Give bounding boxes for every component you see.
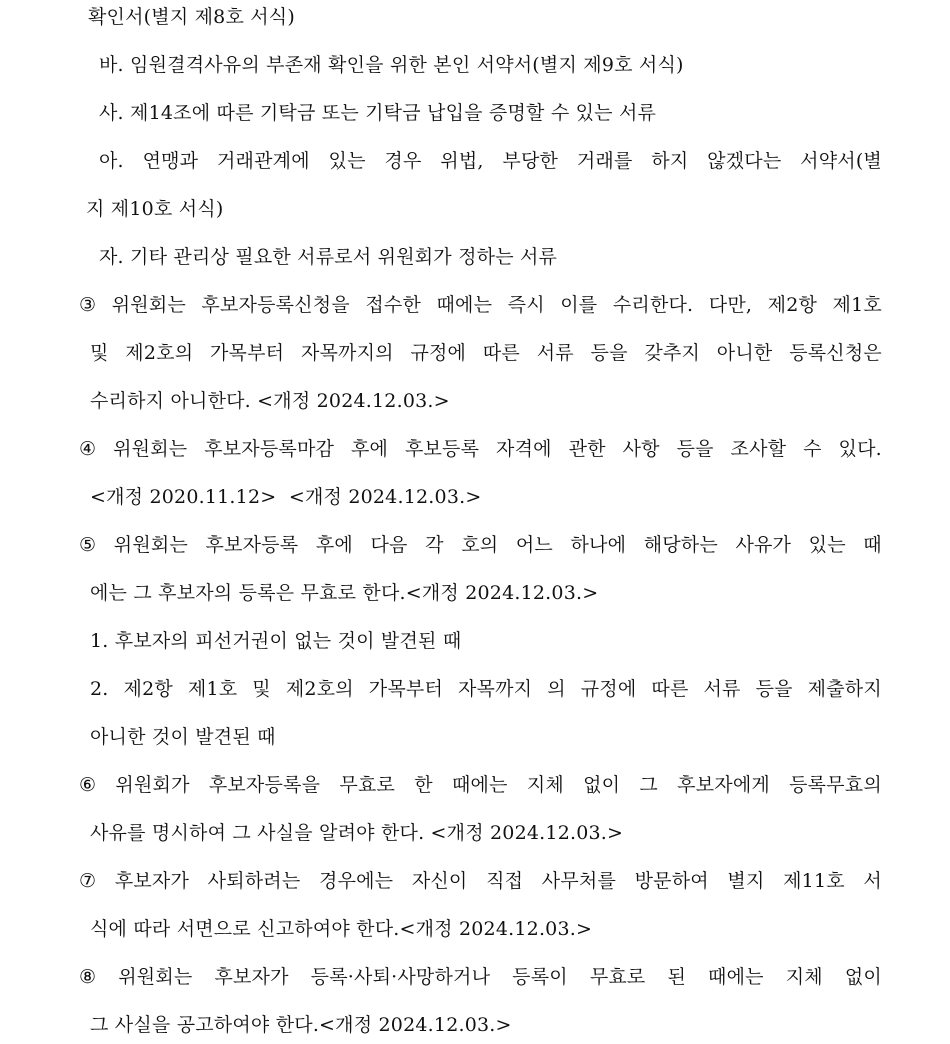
text-line: 아니한 것이 발견된 때 (90, 726, 276, 748)
word: 등록·사퇴·사망하거나 (310, 966, 491, 988)
word: 따른 (482, 342, 520, 364)
word: 없이 (844, 966, 882, 988)
text-line: 식에 따라 서면으로 신고하여야 한다.<개정 2024.12.03.> (90, 918, 593, 940)
word: 가목부터 (368, 678, 443, 700)
text-line (90, 676, 882, 702)
word: 서류 (703, 678, 741, 700)
word: 등을 (590, 342, 628, 364)
text-line: 사. 제14조에 따른 기탁금 또는 기탁금 납입을 증명할 수 있는 서류 (99, 102, 657, 124)
word: 위원회는 (113, 438, 188, 460)
word: 제출하지 (807, 678, 882, 700)
text-line: 확인서(별지 제8호 서식) (88, 6, 295, 28)
word: 제2항 (123, 678, 173, 700)
text-line (79, 292, 882, 318)
word: 수 (803, 438, 822, 460)
word: 있다. (838, 438, 882, 460)
word: 서약서(별 (800, 150, 882, 172)
text-line: 1. 후보자의 피선거권이 없는 것이 발견된 때 (90, 630, 462, 652)
word: 무효로 (339, 774, 396, 796)
word: 있는 (328, 150, 366, 172)
word: 의 (547, 678, 566, 700)
word: 관한 (568, 438, 606, 460)
word: 자목까지의 (300, 342, 394, 364)
word: 방문하여 (634, 870, 709, 892)
word: 않겠다는 (707, 150, 782, 172)
text-line: 바. 임원결격사유의 부존재 확인을 위한 본인 서약서(별지 제9호 서식) (99, 54, 684, 76)
word: 제11호 (783, 870, 845, 892)
text-line (79, 772, 882, 798)
word: 때 (863, 534, 882, 556)
word: 자목까지 (457, 678, 533, 700)
word: 무효로 (589, 966, 646, 988)
word: 때에는 (708, 966, 764, 988)
word: 위원회는 (111, 294, 186, 316)
word: 위원회는 (118, 966, 193, 988)
text-line: 사유를 명시하여 그 사실을 알려야 한다. <개정 2024.12.03.> (90, 822, 624, 844)
word: 아니한 (716, 342, 773, 364)
word: 규정에 (410, 342, 467, 364)
word: 2. (90, 678, 109, 700)
text-line: 에는 그 후보자의 등록은 무효로 한다.<개정 2024.12.03.> (90, 582, 599, 604)
word: 등록무효의 (789, 774, 882, 796)
word: 즉시 (507, 294, 545, 316)
word: 수리한다. (612, 294, 694, 316)
word: 없이 (583, 774, 621, 796)
text-line: 자. 기타 관리상 필요한 서류로서 위원회가 정하는 서류 (99, 246, 558, 268)
word: ⑦ (79, 870, 97, 892)
word: 갖추지 (644, 342, 701, 364)
word: 후에 (315, 534, 353, 556)
text-line: 지 제10호 서식) (86, 198, 224, 220)
word: 제1호 (187, 678, 238, 700)
word: 등록신청은 (789, 342, 882, 364)
word: 후보자등록마감 (204, 438, 335, 460)
word: 직접 (486, 870, 524, 892)
word: 자격에 (496, 438, 552, 460)
word: 사퇴하려는 (207, 870, 301, 892)
word: 거래관계에 (217, 150, 310, 172)
word: 제2호의 (285, 678, 354, 700)
word: 위원회가 (115, 774, 190, 796)
word: 때에는 (436, 294, 493, 316)
word: 경우 (384, 150, 422, 172)
word: 서 (863, 870, 882, 892)
word: 제2항 (767, 294, 818, 316)
word: ④ (79, 438, 97, 460)
word: 후에 (350, 438, 389, 460)
word: 별지 (727, 870, 765, 892)
text-line (79, 964, 882, 990)
text-line (79, 868, 882, 894)
word: ⑤ (79, 534, 97, 556)
word: 다만, (708, 294, 753, 316)
word: 이를 (560, 294, 598, 316)
word: 하지 (651, 150, 689, 172)
word: 위법, (440, 150, 484, 172)
word: 자신이 (411, 870, 468, 892)
word: 아. (99, 150, 124, 172)
word: 등록이 (512, 966, 568, 988)
word: 후보자등록신청을 (201, 294, 350, 316)
word: 하나에 (570, 534, 627, 556)
text-line: 수리하지 아니한다. <개정 2024.12.03.> (90, 390, 450, 412)
word: ③ (79, 294, 97, 316)
word: 때에는 (451, 774, 508, 796)
word: 제2호의 (125, 342, 194, 364)
word: 후보자에게 (677, 774, 770, 796)
word: 후보자등록 (205, 534, 299, 556)
word: 각 (425, 534, 444, 556)
word: 그 (639, 774, 658, 796)
word: 해당하는 (643, 534, 718, 556)
word: 사유가 (735, 534, 792, 556)
word: 및 (90, 342, 109, 364)
word: 연맹과 (142, 150, 199, 172)
word: 호의 (461, 534, 499, 556)
word: 된 (667, 966, 687, 988)
text-line (79, 532, 882, 558)
word: 한 (414, 774, 433, 796)
word: 사무처를 (541, 870, 617, 892)
word: 사항 (622, 438, 660, 460)
word: 어느 (515, 534, 553, 556)
word: 위원회는 (113, 534, 188, 556)
word: 따른 (651, 678, 689, 700)
text-line: <개정 2020.11.12> <개정 2024.12.03.> (90, 486, 482, 508)
word: 지체 (526, 774, 564, 796)
word: 등을 (676, 438, 714, 460)
word: 있는 (808, 534, 846, 556)
word: ⑧ (79, 966, 97, 988)
text-line (99, 148, 882, 174)
word: ⑥ (79, 774, 97, 796)
text-line (90, 340, 882, 366)
word: 제1호 (832, 294, 882, 316)
word: 경우에는 (319, 870, 394, 892)
word: 부당한 (502, 150, 559, 172)
word: 후보등록 (404, 438, 480, 460)
word: 조사할 (730, 438, 787, 460)
word: 규정에 (580, 678, 637, 700)
word: 거래를 (576, 150, 633, 172)
word: 가목부터 (209, 342, 285, 364)
word: 다음 (370, 534, 408, 556)
word: 및 (252, 678, 271, 700)
text-line (79, 436, 882, 462)
word: 서류 (536, 342, 574, 364)
word: 후보자등록을 (208, 774, 321, 796)
word: 지체 (785, 966, 823, 988)
word: 후보자가 (214, 966, 289, 988)
word: 접수한 (365, 294, 422, 316)
text-line: 그 사실을 공고하여야 한다.<개정 2024.12.03.> (90, 1014, 512, 1036)
word: 후보자가 (114, 870, 190, 892)
word: 등을 (755, 678, 793, 700)
